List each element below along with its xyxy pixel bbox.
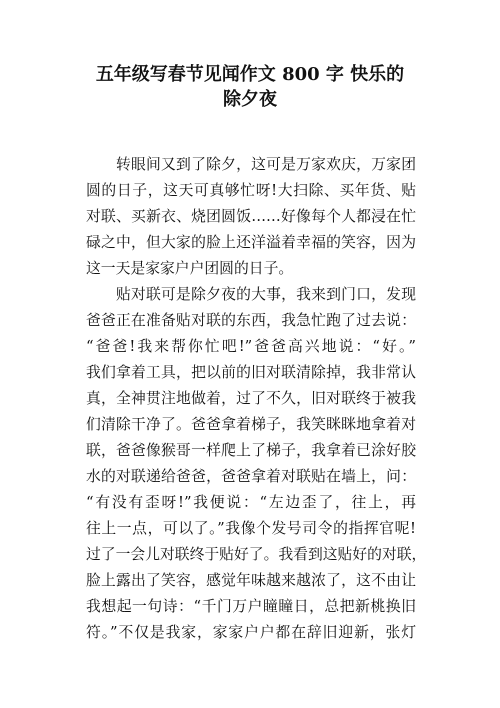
body-line: 我想起一句诗：“千门万户瞳瞳日，总把新桃换旧 [86, 598, 416, 615]
title-line-1: 五年级写春节见闻作文 800 字 快乐的 [95, 64, 405, 85]
body-line: “有没有歪呀!”我便说：“左边歪了，往上，再 [86, 494, 416, 511]
body-line: 圆的日子，这天可真够忙呀!大扫除、买年货、贴 [86, 182, 416, 199]
body-line: 脸上露出了笑容，感觉年味越来越浓了，这不由让 [86, 572, 416, 589]
body-line: 符。”不仅是我家，家家户户都在辞旧迎新，张灯 [86, 624, 416, 641]
body-line: 真，全神贯注地做着，过了不久，旧对联终于被我 [86, 390, 416, 407]
body-line: 我们拿着工具，把以前的旧对联清除掉，我非常认 [86, 364, 416, 381]
body-line: 转眼间又到了除夕，这可是万家欢庆，万家团 [86, 156, 416, 173]
body-line: 水的对联递给爸爸，爸爸拿着对联贴在墙上，问： [86, 468, 416, 485]
body-line: 对联、买新衣、烧团圆饭……好像每个人都浸在忙 [86, 208, 416, 225]
document-title [40, 62, 460, 112]
body-line: 爸爸正在准备贴对联的东西，我急忙跑了过去说： [86, 312, 416, 329]
body-line: 联，爸爸像猴哥一样爬上了梯子，我拿着已涂好胶 [86, 442, 416, 459]
body-line: “爸爸!我来帮你忙吧!”爸爸高兴地说：“好。” [86, 338, 416, 355]
document-body [86, 152, 427, 646]
body-line: 贴对联可是除夕夜的大事，我来到门口，发现 [86, 286, 416, 303]
body-line: 过了一会儿对联终于贴好了。我看到这贴好的对联， [86, 546, 427, 563]
body-line: 碌之中，但大家的脸上还洋溢着幸福的笑容，因为 [86, 234, 416, 251]
body-line: 这一天是家家户户团圆的日子。 [86, 260, 294, 277]
title-line-2: 除夕夜 [223, 89, 277, 110]
body-line: 往上一点，可以了。”我像个发号司令的指挥官呢! [86, 520, 416, 537]
body-line: 们清除干净了。爸爸拿着梯子，我笑眯眯地拿着对 [86, 416, 416, 433]
